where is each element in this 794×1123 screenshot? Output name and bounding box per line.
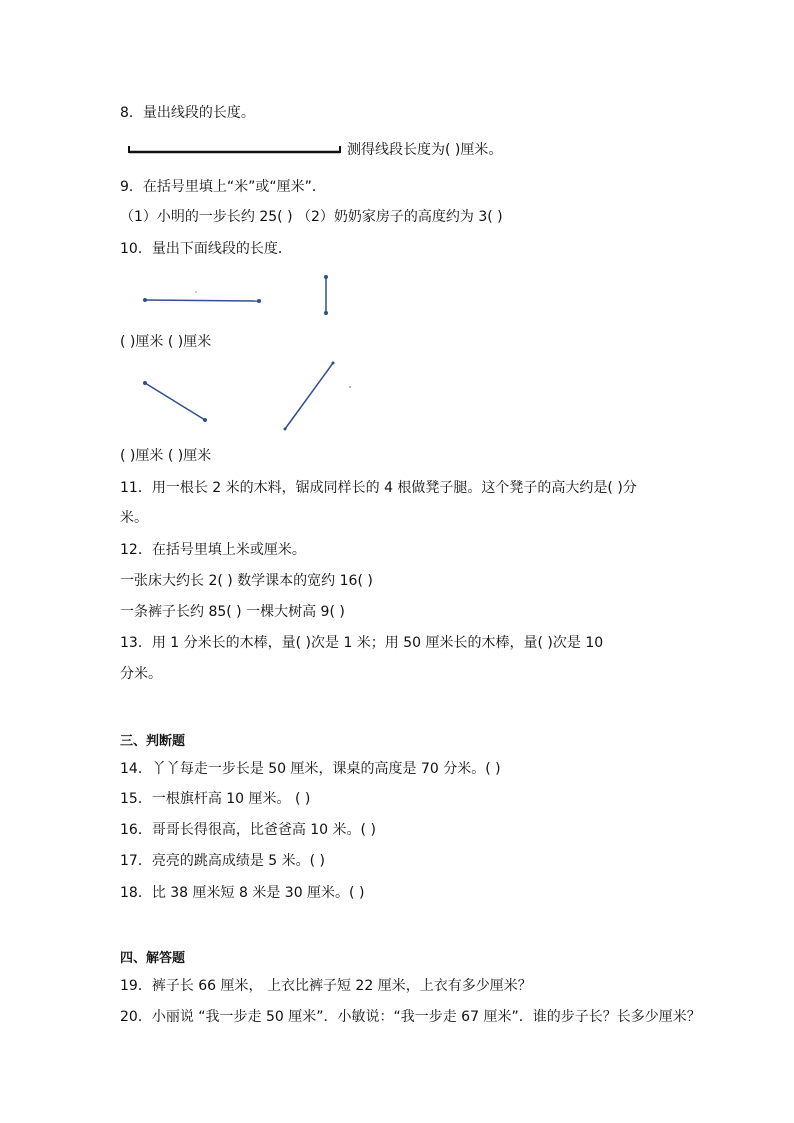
- question-13-line-2: 分米。: [120, 666, 162, 682]
- problem-item-20: 20．小丽说 “我一步走 50 厘米”．小敏说：“我一步走 67 厘米”．谁的步子长？长多少厘米？: [120, 1009, 701, 1025]
- question-10-title: 10．量出下面线段的长度．: [120, 241, 292, 257]
- question-10-answers-row-2: ( )厘米 ( )厘米: [120, 448, 212, 464]
- judgement-item-17: 17．亮亮的跳高成绩是 5 米。( ): [120, 853, 325, 869]
- question-12-title: 12．在括号里填上米或厘米。: [120, 542, 306, 558]
- section-4-heading: 四、解答题: [120, 951, 186, 966]
- question-9-row: （1）小明的一步长约 25( ) （2）奶奶家房子的高度约为 3( ): [120, 209, 503, 225]
- question-10-answers-row-1: ( )厘米 ( )厘米: [120, 334, 212, 350]
- q10-segment-vertical: [324, 275, 328, 315]
- question-13-line-1: 13．用 1 分米长的木棒，量( )次是 1 米；用 50 厘米长的木棒，量( )次是 10: [120, 635, 604, 651]
- question-11-line-1: 11．用一根长 2 米的木料，锯成同样长的 4 根做凳子腿。这个凳子的高大约是( )分: [120, 480, 637, 496]
- q10-segment-horizontal: [143, 291, 261, 303]
- judgement-item-15: 15．一根旗杆高 10 厘米。 ( ): [120, 791, 311, 807]
- question-12-row-2: 一条裤子长约 85( ) 一棵大树高 9( ): [120, 604, 345, 620]
- question-11-line-2: 米。: [120, 510, 148, 526]
- judgement-item-16: 16．哥哥长得很高，比爸爸高 10 米。( ): [120, 822, 376, 838]
- problem-item-19: 19．裤子长 66 厘米， 上衣比裤子短 22 厘米，上衣有多少厘米？: [120, 978, 532, 994]
- question-12-row-1: 一张床大约长 2( ) 数学课本的宽约 16( ): [120, 573, 373, 589]
- question-8-title: 8．量出线段的长度。: [120, 105, 255, 121]
- section-3-heading: 三、判断题: [120, 734, 186, 749]
- judgement-item-14: 14．丫丫每走一步长是 50 厘米，课桌的高度是 70 分米。( ): [120, 761, 501, 777]
- q10-segment-diagonal-down: [143, 381, 207, 422]
- judgement-item-18: 18．比 38 厘米短 8 米是 30 厘米。( ): [120, 885, 365, 901]
- question-8-prompt: 测得线段长度为( )厘米。: [347, 142, 503, 158]
- q8-measure-segment: [129, 146, 340, 153]
- question-9-title: 9．在括号里填上“米”或“厘米”．: [120, 179, 326, 195]
- q10-segment-diagonal-up: [284, 362, 351, 431]
